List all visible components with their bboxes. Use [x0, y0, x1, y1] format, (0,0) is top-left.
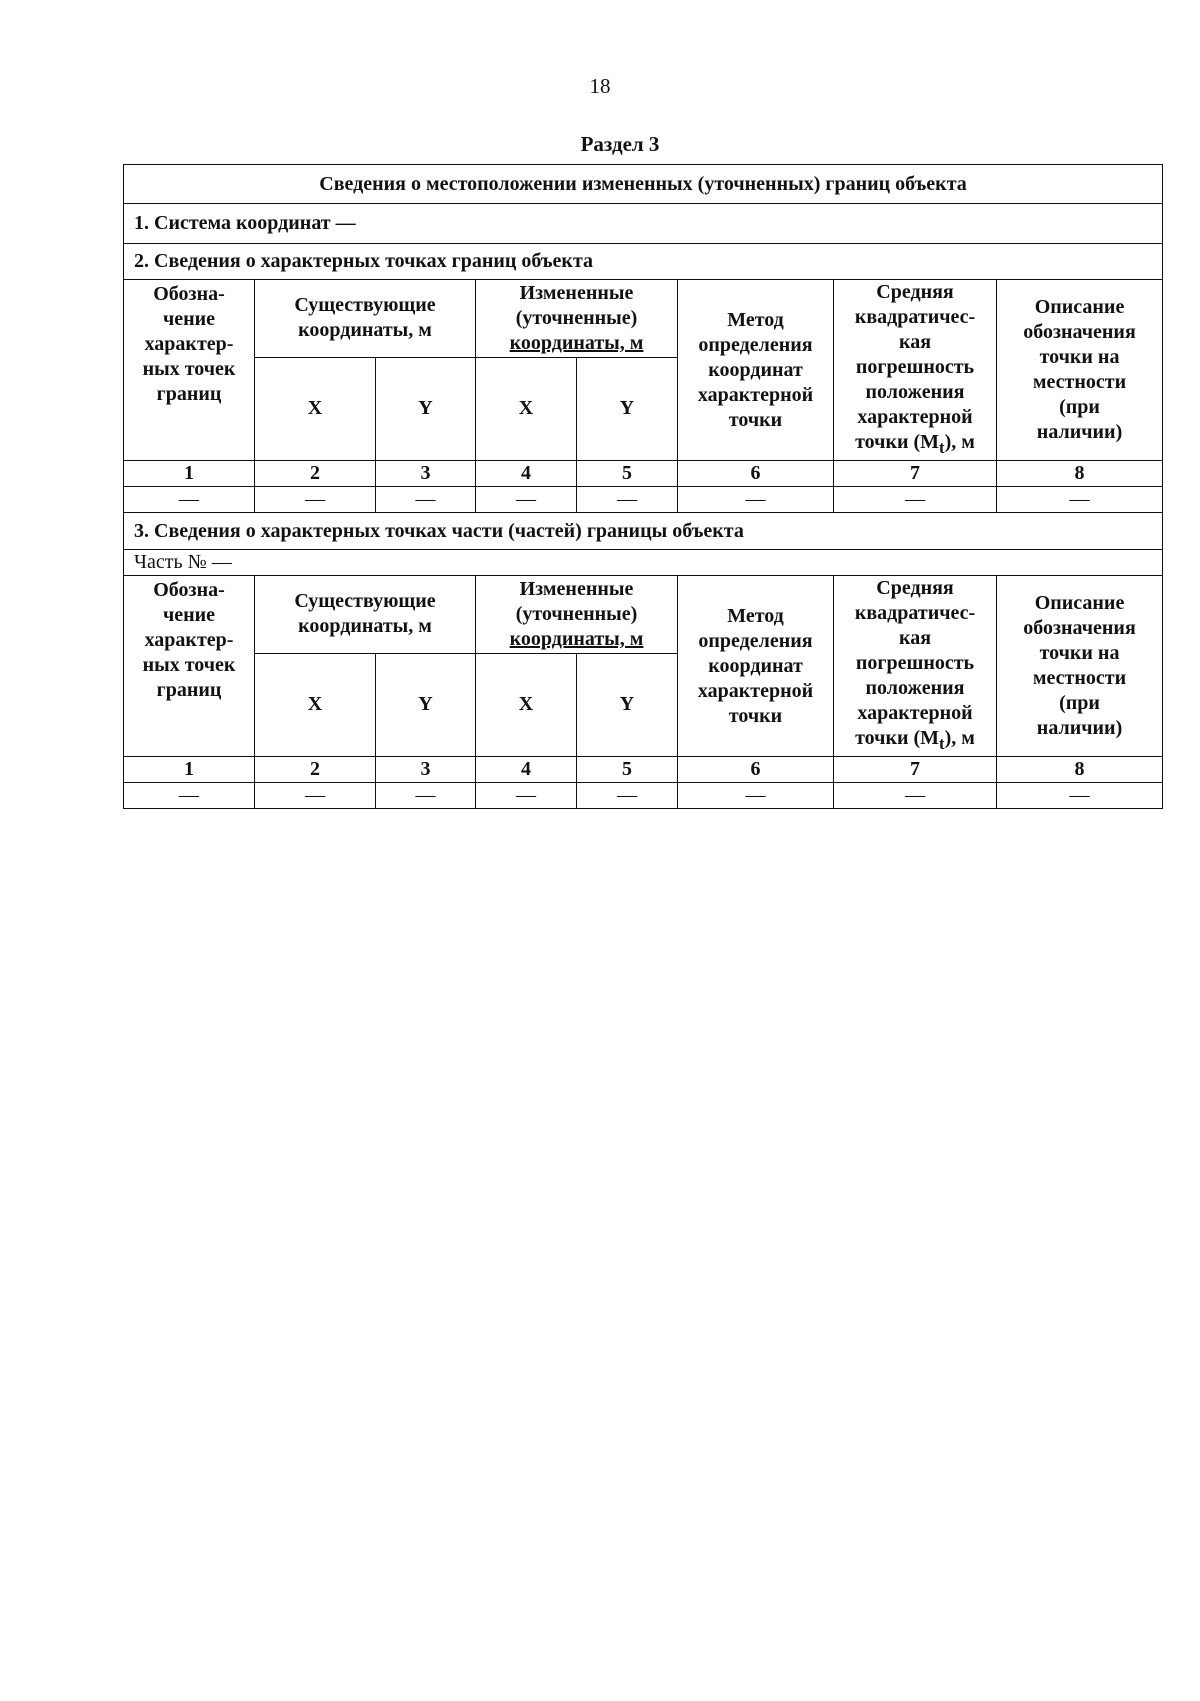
header-changed-x: X	[476, 357, 577, 460]
empty-cell: —	[376, 487, 476, 513]
table-row	[124, 783, 1163, 809]
subsection-2-title: 2. Сведения о характерных точках границ объекта	[124, 244, 1163, 280]
part-number-label: Часть № —	[124, 550, 1163, 576]
table-title: Сведения о местоположении измененных (уточненных) границ объекта	[124, 165, 1163, 204]
coord-system-row: 1. Система координат —	[124, 204, 1163, 244]
column-number-row	[124, 757, 1163, 783]
header-existing-y: Y	[376, 357, 476, 460]
header-point-designation: Обозна- чение характер- ных точек границ	[124, 576, 255, 757]
header-mean-square-error: Средняя квадратичес- кая погрешность положения характерной точки $(M_t)$, м	[834, 576, 997, 757]
section-title: Раздел 3	[580, 132, 660, 156]
empty-cell: —	[255, 487, 376, 513]
header-changed-y: Y	[577, 653, 678, 756]
column-number-row	[124, 461, 1163, 487]
column-number: 6	[678, 757, 834, 783]
header-mean-square-error: Средняя квадратичес- кая погрешность положения характерной точки $(M_t)$, м	[834, 280, 997, 461]
column-number: 5	[577, 461, 678, 487]
header-description: Описание обозначения точки на местности (при наличии)	[997, 280, 1163, 461]
empty-cell: —	[376, 783, 476, 809]
column-number: 6	[678, 461, 834, 487]
empty-cell: —	[124, 783, 255, 809]
column-number: 4	[476, 757, 577, 783]
header-changed-coordinates: Измененные (уточненные) координаты, м	[476, 576, 678, 654]
column-number: 3	[376, 461, 476, 487]
header-point-designation: Обозна- чение характер- ных точек границ	[124, 280, 255, 461]
header-description: Описание обозначения точки на местности (при наличии)	[997, 576, 1163, 757]
header-existing-x: X	[255, 357, 376, 460]
empty-cell: —	[577, 487, 678, 513]
header-changed-y: Y	[577, 357, 678, 460]
column-number: 5	[577, 757, 678, 783]
empty-cell: —	[997, 487, 1163, 513]
header-existing-y: Y	[376, 653, 476, 756]
column-number: 1	[124, 461, 255, 487]
empty-cell: —	[834, 783, 997, 809]
column-number: 8	[997, 757, 1163, 783]
column-number: 7	[834, 461, 997, 487]
empty-cell: —	[124, 487, 255, 513]
empty-cell: —	[834, 487, 997, 513]
header-method: Метод определения координат характерной точки	[678, 280, 834, 461]
table-row	[124, 487, 1163, 513]
header-changed-x: X	[476, 653, 577, 756]
empty-cell: —	[476, 783, 577, 809]
empty-cell: —	[255, 783, 376, 809]
column-number: 2	[255, 461, 376, 487]
empty-cell: —	[476, 487, 577, 513]
subsection-3-title: 3. Сведения о характерных точках части (частей) границы объекта	[124, 513, 1163, 550]
column-number: 1	[124, 757, 255, 783]
empty-cell: —	[997, 783, 1163, 809]
boundary-table	[123, 164, 1163, 809]
header-existing-coordinates: Существующие координаты, м	[255, 280, 476, 358]
header-existing-x: X	[255, 653, 376, 756]
column-number: 7	[834, 757, 997, 783]
page-number: 18	[589, 74, 611, 98]
column-number: 8	[997, 461, 1163, 487]
empty-cell: —	[678, 783, 834, 809]
header-changed-coordinates: Измененные (уточненные) координаты, м	[476, 280, 678, 358]
column-number: 2	[255, 757, 376, 783]
empty-cell: —	[678, 487, 834, 513]
header-existing-coordinates: Существующие координаты, м	[255, 576, 476, 654]
header-method: Метод определения координат характерной точки	[678, 576, 834, 757]
empty-cell: —	[577, 783, 678, 809]
column-number: 3	[376, 757, 476, 783]
column-number: 4	[476, 461, 577, 487]
